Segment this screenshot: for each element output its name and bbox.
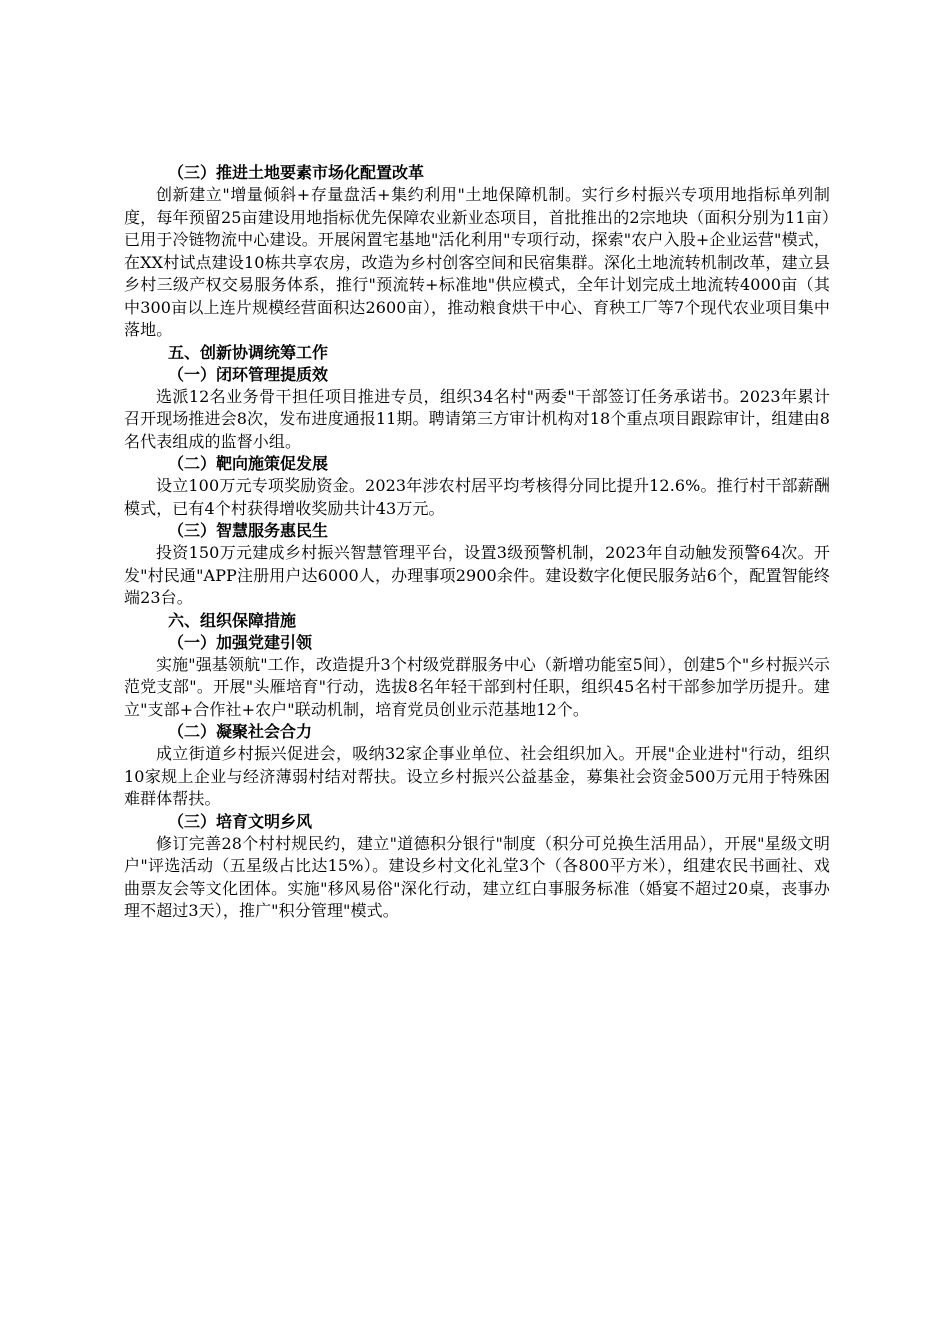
paragraph-closed-loop: 选派12名业务骨干担任项目推进专员，组织34名村"两委"干部签订任务承诺书。2023年累计召开现场推进会8次，发布进度通报11期。聘请第三方审计机构对18个重点项目跟踪审计，组建由8名代表组成的监督小组。 — [124, 386, 830, 451]
document-body — [124, 162, 830, 923]
paragraph-smart-service: 投资150万元建成乡村振兴智慧管理平台，设置3级预警机制，2023年自动触发预警64次。开发"村民通"APP注册用户达6000人，办理事项2900余件。建设数字化便民服务站6个，配置智能终端23台。 — [124, 543, 830, 607]
section-heading-targeted-policy: （二）靶向施策促发展 — [168, 454, 329, 473]
chapter-heading-organization: 六、组织保障措施 — [168, 610, 297, 630]
chapter-heading-coordination: 五、创新协调统筹工作 — [168, 342, 329, 362]
section-heading-closed-loop: （一）闭环管理提质效 — [168, 364, 329, 384]
paragraph-civilized-customs: 修订完善28个村村规民约，建立"道德积分银行"制度（积分可兑换生活用品），开展"星级文明户"评选活动（五星级占比达15%）。建设乡村文化礼堂3个（各800平方米），组建农民书画社、戏曲票友会等文化团体。实施"移风易俗"深化行动，建立红白事服务标准（婚宴不超过20桌，丧事办理不超过3天），推广"积分管理"模式。 — [124, 833, 830, 920]
section-heading-land-reform: （三）推进土地要素市场化配置改革 — [168, 163, 425, 182]
paragraph-targeted-policy: 设立100万元专项奖励资金。2023年涉农村居平均考核得分同比提升12.6%。推行村干部薪酬模式，已有4个村获得增收奖励共计43万元。 — [124, 476, 830, 518]
paragraph-party-building: 实施"强基领航"工作，改造提升3个村级党群服务中心（新增功能室5间），创建5个"乡村振兴示范党支部"。开展"头雁培育"行动，选拔8名年轻干部到村任职，组织45名村干部参加学历提升。建立"支部+合作社+农户"联动机制，培育党员创业示范基地12个。 — [124, 654, 830, 719]
section-heading-social-forces: （二）凝聚社会合力 — [168, 722, 313, 741]
section-heading-civilized-customs: （三）培育文明乡风 — [168, 811, 313, 831]
paragraph-social-forces: 成立街道乡村振兴促进会，吸纳32家企事业单位、社会组织加入。开展"企业进村"行动，组织10家规上企业与经济薄弱村结对帮扶。设立乡村振兴公益基金，募集社会资金500万元用于特殊困难群体帮扶。 — [124, 744, 830, 808]
section-heading-party-building: （一）加强党建引领 — [168, 632, 313, 652]
section-heading-smart-service: （三）智慧服务惠民生 — [168, 521, 329, 540]
paragraph-land-reform: 创新建立"增量倾斜+存量盘活+集约利用"土地保障机制。实行乡村振兴专项用地指标单列制度，每年预留25亩建设用地指标优先保障农业新业态项目，首批推出的2宗地块（面积分别为11亩）已用于冷链物流中心建设。开展闲置宅基地"活化利用"专项行动，探索"农户入股+企业运营"模式，在XX村试点建设10栋共享农房，改造为乡村创客空间和民宿集群。深化土地流转机制改革，建立县乡村三级产权交易服务体系，推行"预流转+标准地"供应模式，全年计划完成土地流转4000亩（其中300亩以上连片规模经营面积达2600亩），推动粮食烘干中心、育秧工厂等7个现代农业项目集中落地。 — [124, 185, 830, 339]
